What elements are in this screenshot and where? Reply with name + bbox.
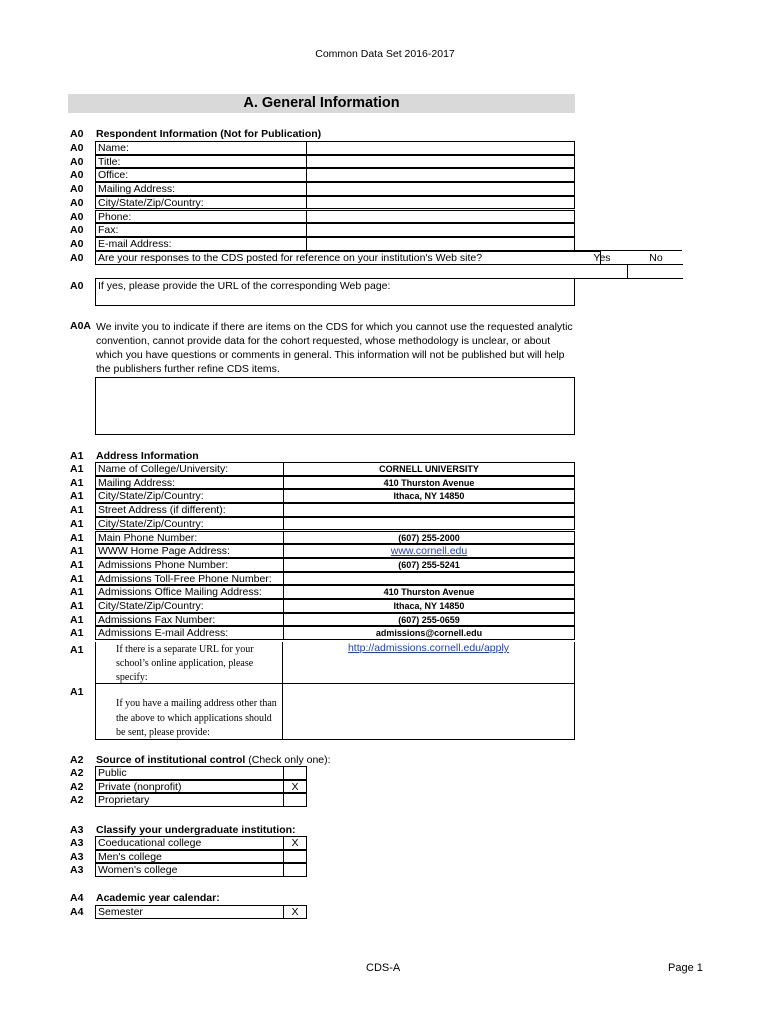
- address-field-value[interactable]: [283, 503, 575, 517]
- item-code: A1: [70, 627, 84, 640]
- no-label: No: [649, 252, 663, 264]
- item-code: A3: [70, 837, 84, 849]
- item-code: A0: [70, 252, 84, 264]
- respondent-field-label: City/State/Zip/Country:: [95, 196, 307, 210]
- address-field-label: Admissions Office Mailing Address:: [95, 585, 284, 599]
- a2-option-label: Private (nonprofit): [95, 780, 284, 794]
- online-app-url-link[interactable]: http://admissions.cornell.edu/apply: [347, 642, 510, 654]
- address-field-value[interactable]: [283, 558, 575, 572]
- a3-option-label: Men's college: [95, 850, 284, 864]
- respondent-field-label: Fax:: [95, 223, 307, 237]
- address-field-label: Main Phone Number:: [95, 531, 284, 545]
- item-code: A3: [70, 824, 84, 836]
- item-code: A1: [70, 613, 84, 626]
- respondent-field-input[interactable]: [306, 168, 575, 182]
- yes-checkbox[interactable]: [575, 264, 629, 279]
- address-value-text: 410 Thurston Avenue: [383, 477, 475, 488]
- respondent-field-label: Name:: [95, 141, 307, 155]
- no-checkbox[interactable]: [629, 264, 683, 279]
- a2-heading-line: [96, 754, 331, 766]
- item-code: A0: [70, 142, 84, 154]
- homepage-link[interactable]: www.cornell.edu: [390, 545, 468, 558]
- address-field-value[interactable]: [283, 572, 575, 586]
- address-field-value[interactable]: [283, 613, 575, 627]
- address-field-label: Street Address (if different):: [95, 503, 284, 517]
- comments-textarea[interactable]: [95, 377, 575, 435]
- item-code: A1: [70, 558, 84, 571]
- other-mail-label-cell: [95, 684, 283, 740]
- item-code: A0: [70, 155, 84, 168]
- a2-option-label: Proprietary: [95, 793, 284, 807]
- item-code: A0: [70, 128, 84, 140]
- a4-heading: Academic year calendar:: [96, 892, 220, 904]
- a3-option-label: Women's college: [95, 863, 284, 877]
- online-app-label: If there is a separate URL for your school’s online application, please specify:: [116, 644, 254, 683]
- online-app-label-cell: [95, 642, 283, 684]
- a0-web-question: Are your responses to the CDS posted for reference on your institution's Web site?: [95, 251, 601, 265]
- respondent-field-input[interactable]: [306, 182, 575, 196]
- item-code: A2: [70, 780, 84, 793]
- respondent-field-label: Mailing Address:: [95, 182, 307, 196]
- item-code: A0: [70, 224, 84, 237]
- respondent-field-label: Phone:: [95, 210, 307, 224]
- address-field-value[interactable]: [283, 462, 575, 476]
- other-mail-label: If you have a mailing address other than the above to which applications should be sent, please provide:: [116, 698, 277, 738]
- item-code: A1: [70, 531, 84, 544]
- document-header: Common Data Set 2016-2017: [315, 48, 455, 60]
- item-code: A1: [70, 686, 84, 698]
- divider: [574, 250, 682, 251]
- a3-option-label: Coeducational college: [95, 836, 284, 850]
- address-value-text: 410 Thurston Avenue: [383, 587, 475, 598]
- item-code: A1: [70, 450, 84, 462]
- item-code: A2: [70, 794, 84, 807]
- address-value-text: (607) 255-0659: [398, 614, 460, 625]
- other-mail-field[interactable]: [283, 684, 575, 740]
- item-code: A1: [70, 572, 84, 585]
- respondent-field-label: Office:: [95, 168, 307, 182]
- online-app-url-field[interactable]: [283, 642, 575, 684]
- item-code: A1: [70, 600, 84, 612]
- url-input[interactable]: [95, 278, 575, 306]
- respondent-field-input[interactable]: [306, 223, 575, 237]
- section-title: A. General Information: [68, 94, 575, 113]
- item-code: A1: [70, 586, 84, 599]
- address-field-label: Admissions Phone Number:: [95, 558, 284, 572]
- address-field-value[interactable]: [283, 585, 575, 599]
- address-field-value[interactable]: [283, 626, 575, 640]
- a2-option-checkbox[interactable]: [283, 793, 307, 807]
- a3-heading: Classify your undergraduate institution:: [96, 824, 296, 836]
- a4-option-checkbox[interactable]: X: [283, 905, 307, 919]
- address-field-label: City/State/Zip/Country:: [95, 517, 284, 531]
- respondent-field-input[interactable]: [306, 155, 575, 169]
- address-field-value[interactable]: [283, 544, 575, 558]
- a4-option-label: Semester: [95, 905, 284, 919]
- respondent-field-input[interactable]: [306, 237, 575, 251]
- a2-option-checkbox[interactable]: X: [283, 780, 307, 794]
- a2-option-label: Public: [95, 766, 284, 780]
- address-field-label: Mailing Address:: [95, 476, 284, 490]
- respondent-field-label: E-mail Address:: [95, 237, 307, 251]
- item-code: A0: [70, 169, 84, 182]
- address-value-text: (607) 255-5241: [398, 559, 460, 570]
- address-value-text: Ithaca, NY 14850: [393, 601, 465, 611]
- address-value-text: admissions@cornell.edu: [375, 628, 483, 639]
- a3-option-checkbox[interactable]: [283, 850, 307, 864]
- a2-heading-suffix: (Check only one):: [245, 754, 331, 766]
- a2-heading: Source of institutional control: [96, 754, 246, 766]
- a2-option-checkbox[interactable]: [283, 766, 307, 780]
- respondent-field-input[interactable]: [306, 141, 575, 155]
- a0a-text: We invite you to indicate if there are items on the CDS for which you cannot use the requested analytic convention, cannot provide data for the cohort requested, whose methodology is unclear, or about which you have questions or comments in general. This information will not be published but will help the publishers further refine CDS items.: [96, 321, 573, 375]
- a3-option-checkbox[interactable]: X: [283, 836, 307, 850]
- address-field-value[interactable]: [283, 489, 575, 503]
- item-code: A1: [70, 463, 84, 475]
- item-code: A0: [70, 237, 84, 250]
- item-code: A3: [70, 850, 84, 863]
- address-value-text: CORNELL UNIVERSITY: [379, 464, 479, 474]
- item-code: A1: [70, 476, 84, 489]
- item-code: A2: [70, 767, 84, 779]
- address-value-text: (607) 255-2000: [398, 532, 460, 543]
- item-code: A1: [70, 490, 84, 503]
- address-field-value[interactable]: [283, 476, 575, 490]
- item-code: A0: [70, 196, 84, 209]
- url-question-label: If yes, please provide the URL of the corresponding Web page:: [98, 280, 391, 292]
- address-field-label: Admissions Fax Number:: [95, 613, 284, 627]
- item-code: A3: [70, 864, 84, 877]
- address-field-label: City/State/Zip/Country:: [95, 599, 284, 613]
- footer-section: CDS-A: [366, 962, 401, 974]
- address-field-label: Admissions E-mail Address:: [95, 626, 284, 640]
- item-code: A0: [70, 280, 84, 292]
- item-code: A1: [70, 517, 84, 530]
- address-field-value[interactable]: [283, 517, 575, 531]
- address-value-text: Ithaca, NY 14850: [393, 491, 465, 502]
- address-field-value[interactable]: [283, 599, 575, 613]
- address-field-label: Admissions Toll-Free Phone Number:: [95, 572, 284, 586]
- respondent-field-input[interactable]: [306, 196, 575, 210]
- respondent-field-input[interactable]: [306, 210, 575, 224]
- address-field-value[interactable]: [283, 531, 575, 545]
- item-code: A0A: [70, 320, 92, 332]
- item-code: A4: [70, 906, 84, 918]
- item-code: A2: [70, 754, 84, 766]
- item-code: A0: [70, 210, 84, 223]
- item-code: A1: [70, 504, 84, 517]
- item-code: A0: [70, 183, 84, 196]
- address-field-label: City/State/Zip/Country:: [95, 489, 284, 503]
- respondent-field-label: Title:: [95, 155, 307, 169]
- item-code: A1: [70, 644, 84, 656]
- item-code: A1: [70, 545, 84, 558]
- footer-page-number: Page 1: [668, 962, 703, 974]
- a0-heading: Respondent Information (Not for Publication): [96, 128, 322, 140]
- yes-label: Yes: [593, 252, 611, 264]
- a3-option-checkbox[interactable]: [283, 863, 307, 877]
- address-field-label: Name of College/University:: [95, 462, 284, 476]
- item-code: A4: [70, 892, 84, 904]
- address-field-label: WWW Home Page Address:: [95, 544, 284, 558]
- a1-heading: Address Information: [96, 450, 199, 462]
